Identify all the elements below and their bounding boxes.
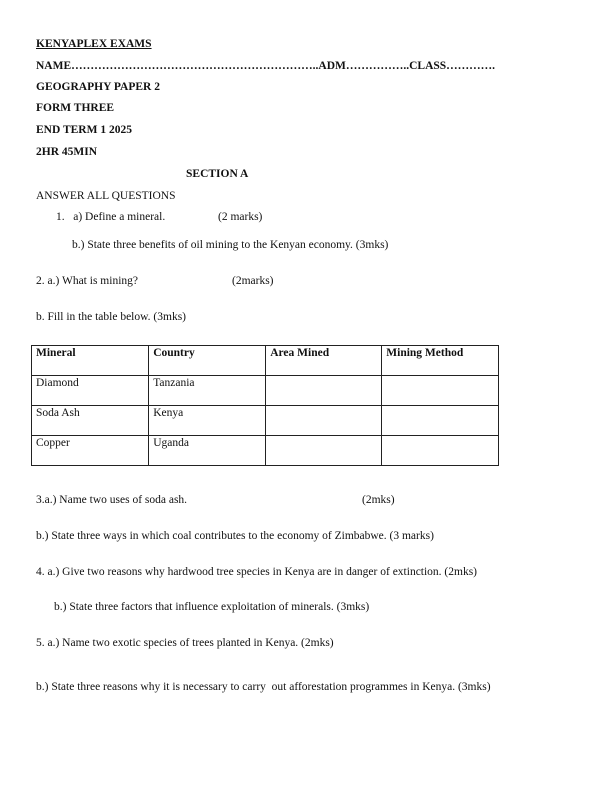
subject-title: GEOGRAPHY PAPER 2 <box>36 81 160 93</box>
question-2a: 2. a.) What is mining? <box>36 275 138 287</box>
table-header-row <box>32 346 499 376</box>
table-row <box>32 376 499 406</box>
table-cell: Kenya <box>149 406 266 436</box>
minerals-table <box>31 345 499 466</box>
table-cell: Copper <box>32 436 149 466</box>
table-cell: Uganda <box>149 436 266 466</box>
question-3a: 3.a.) Name two uses of soda ash. <box>36 494 188 506</box>
question-2a-marks: (2marks) <box>232 275 274 287</box>
question-3b: b.) State three ways in which coal contributes to the economy of Zimbabwe. (3 marks) <box>36 530 434 542</box>
school-name: KENYAPLEX EXAMS <box>36 38 152 50</box>
question-1a: 1. a) Define a mineral. <box>56 211 166 223</box>
table-cell: Diamond <box>32 376 149 406</box>
table-cell <box>266 436 382 466</box>
table-header: Country <box>149 346 266 376</box>
name-adm-class-line: NAME………………………………………………………..ADM……………..CLASS…………. <box>36 60 496 72</box>
table-cell: Soda Ash <box>32 406 149 436</box>
table-cell <box>382 406 499 436</box>
table-row <box>32 406 499 436</box>
question-4a: 4. a.) Give two reasons why hardwood tree species in Kenya are in danger of extinction. (2mks) <box>36 566 478 578</box>
section-heading: SECTION A <box>186 168 249 180</box>
question-1b: b.) State three benefits of oil mining to the Kenyan economy. (3mks) <box>72 239 389 251</box>
table-header: Mining Method <box>382 346 499 376</box>
question-3a-marks: (2mks) <box>362 494 395 506</box>
term-label: END TERM 1 2025 <box>36 124 132 136</box>
table-cell <box>382 376 499 406</box>
instruction: ANSWER ALL QUESTIONS <box>36 190 176 202</box>
table-header: Mineral <box>32 346 149 376</box>
duration-label: 2HR 45MIN <box>36 146 98 158</box>
question-5b: b.) State three reasons why it is necessary to carry out afforestation programmes in Kenya. (3mks) <box>36 681 491 693</box>
table-cell <box>266 376 382 406</box>
table-cell <box>382 436 499 466</box>
table-header: Area Mined <box>266 346 382 376</box>
question-5a: 5. a.) Name two exotic species of trees planted in Kenya. (2mks) <box>36 637 334 649</box>
table-cell: Tanzania <box>149 376 266 406</box>
question-4b: b.) State three factors that influence exploitation of minerals. (3mks) <box>54 601 370 613</box>
question-2b: b. Fill in the table below. (3mks) <box>36 311 187 323</box>
table-row <box>32 436 499 466</box>
table-cell <box>266 406 382 436</box>
question-1a-marks: (2 marks) <box>218 211 263 223</box>
form-label: FORM THREE <box>36 102 115 114</box>
